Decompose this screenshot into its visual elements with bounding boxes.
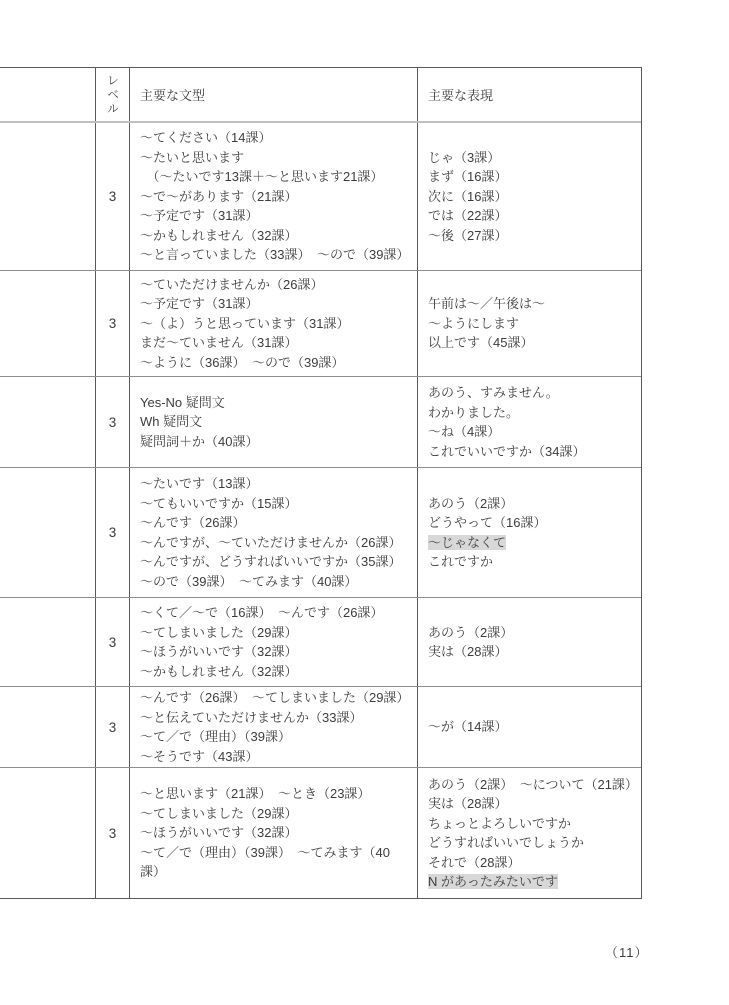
level-value: 3	[108, 525, 117, 540]
text-segment: じゃ（3課）	[428, 149, 501, 165]
text-segment: ～ほうがいいです（32課）	[140, 825, 298, 841]
text-segment: ～てもいいですか（15課）	[140, 495, 298, 511]
text-segment: ～予定です（31課）	[140, 208, 259, 224]
level-value: 3	[108, 825, 117, 841]
expressions-cell	[418, 123, 642, 270]
pattern-line	[140, 245, 410, 265]
expression-line	[428, 775, 638, 795]
pattern-line	[140, 513, 407, 533]
expression-line	[428, 442, 632, 462]
pattern-line	[140, 432, 407, 452]
table-header-row	[0, 68, 641, 123]
patterns-cell	[130, 598, 418, 686]
table-row	[0, 687, 641, 768]
table-row	[0, 377, 641, 468]
header-patterns-label: 主要な文型	[140, 88, 206, 103]
level-value: 3	[108, 414, 117, 430]
pattern-line	[140, 314, 407, 334]
level-value: 3	[108, 634, 117, 650]
expression-line	[428, 552, 632, 572]
text-segment: あのう（2課） ～について（21課）	[428, 776, 638, 792]
text-segment: ～と思います（21課） ～とき（23課）	[140, 786, 371, 802]
table-row	[0, 123, 641, 271]
text-segment: ～くて／～で（16課） ～んです（26課）	[140, 605, 384, 620]
text-segment: 実は（28課）	[428, 644, 508, 659]
text-segment: それで（28課）	[428, 854, 521, 870]
text-segment: 実は（28課）	[428, 796, 508, 811]
row-label-cell	[0, 123, 96, 270]
pattern-line	[140, 412, 407, 432]
pattern-line	[140, 275, 407, 295]
header-expressions-label: 主要な表現	[428, 88, 494, 103]
expression-line	[428, 717, 632, 737]
pattern-line	[140, 784, 407, 804]
expression-line	[428, 853, 632, 873]
text-segment: ～（よ）うと思っています（31課）	[140, 315, 350, 331]
patterns-cell	[130, 123, 418, 270]
text-segment: ～んです（26課）	[140, 515, 246, 530]
text-segment: 以上です（45課）	[428, 335, 534, 351]
text-segment: ～んです（26課） ～てしまいました（29課）	[140, 690, 410, 705]
text-segment: ～が（14課）	[428, 719, 508, 735]
text-segment: ～ていただけませんか（26課）	[140, 276, 324, 292]
header-expressions	[418, 68, 642, 121]
text-segment: わかりました。	[428, 404, 520, 420]
text-segment: ～たいです（13課）	[140, 476, 259, 491]
text-segment: ～ので（39課） ～てみます（40課）	[140, 573, 358, 589]
pattern-line	[140, 148, 407, 168]
expressions-cell	[418, 687, 642, 767]
patterns-cell	[130, 687, 418, 767]
text-segment: あのう（2課）	[428, 624, 514, 640]
text-segment: ～と言っていました（33課） ～ので（39課）	[140, 247, 410, 263]
text-segment: ～で～があります（21課）	[140, 188, 298, 204]
expression-line	[428, 833, 632, 853]
pattern-line	[140, 494, 407, 514]
expression-line	[428, 167, 632, 187]
text-segment: ～たいと思います	[140, 149, 245, 165]
expressions-cell	[418, 377, 642, 467]
text-segment: ～てしまいました（29課）	[140, 805, 298, 821]
pattern-line	[140, 642, 407, 662]
text-segment: （～たいです13課＋～と思います21課）	[140, 169, 384, 185]
table-row	[0, 598, 641, 687]
table-row	[0, 468, 641, 598]
expression-line	[428, 383, 632, 403]
pattern-line	[140, 128, 407, 148]
row-label-cell	[0, 468, 96, 597]
expression-line	[428, 623, 632, 643]
text-segment: ～てください（14課）	[140, 130, 272, 146]
expression-line	[428, 533, 632, 553]
pattern-line	[140, 727, 407, 747]
page-number: （11）	[605, 945, 649, 960]
text-segment: どうすればいいでしょうか	[428, 835, 585, 850]
text-segment: ～て／で（理由）（39課） ～てみます（40課）	[140, 844, 390, 880]
pattern-line	[140, 206, 407, 226]
expression-line	[428, 872, 632, 892]
pattern-line	[140, 333, 407, 353]
level-cell	[96, 598, 130, 686]
grammar-table	[0, 67, 642, 899]
pattern-line	[140, 662, 407, 682]
text-segment: あのう、すみません。	[428, 385, 559, 400]
patterns-cell	[130, 271, 418, 376]
pattern-line	[140, 572, 407, 592]
text-segment: ～と伝えていただけませんか（33課）	[140, 709, 363, 725]
pattern-line	[140, 747, 407, 767]
text-segment: ～ように（36課） ～ので（39課）	[140, 354, 345, 370]
expression-line	[428, 513, 632, 533]
pattern-line	[140, 688, 410, 708]
level-value: 3	[108, 719, 117, 735]
level-cell	[96, 377, 130, 467]
row-label-cell	[0, 377, 96, 467]
text-segment: 疑問詞＋か（40課）	[140, 433, 259, 449]
pattern-line	[140, 187, 407, 207]
level-cell	[96, 123, 130, 270]
expression-line	[428, 403, 632, 423]
text-segment: ～かもしれません（32課）	[140, 227, 298, 243]
pattern-line	[140, 623, 407, 643]
table-row	[0, 271, 641, 377]
level-cell	[96, 271, 130, 376]
patterns-cell	[130, 377, 418, 467]
expressions-cell	[418, 768, 642, 898]
expression-line	[428, 494, 632, 514]
header-patterns	[130, 68, 418, 121]
highlighted-text: N があったみたいです	[428, 874, 558, 889]
pattern-line	[140, 603, 407, 623]
expressions-cell	[418, 468, 642, 597]
pattern-line	[140, 843, 407, 882]
text-segment: ～予定です（31課）	[140, 296, 259, 312]
text-segment: あのう（2課）	[428, 495, 514, 511]
table-body	[0, 123, 641, 898]
text-segment: 次に（16課）	[428, 188, 508, 204]
pattern-line	[140, 708, 407, 728]
pattern-line	[140, 294, 407, 314]
pattern-line	[140, 226, 407, 246]
expression-line	[428, 148, 632, 168]
pattern-line	[140, 353, 407, 373]
text-segment: Yes-No 疑問文	[140, 394, 225, 410]
expressions-cell	[418, 271, 642, 376]
expression-line	[428, 206, 632, 226]
text-segment: これですか	[428, 554, 494, 569]
text-segment: ～てしまいました（29課）	[140, 624, 298, 640]
level-value: 3	[108, 316, 117, 331]
expressions-cell	[418, 598, 642, 686]
pattern-line	[140, 804, 407, 824]
header-level: レベル	[96, 68, 130, 121]
text-segment: どうやって（16課）	[428, 515, 547, 530]
level-cell	[96, 768, 130, 898]
text-segment: 午前は～／午後は～	[428, 296, 546, 312]
expression-line	[428, 314, 632, 334]
expression-line	[428, 794, 632, 814]
text-segment: ～んですが、～ていただけませんか（26課）	[140, 534, 402, 550]
row-label-cell	[0, 598, 96, 686]
level-cell	[96, 468, 130, 597]
expression-line	[428, 422, 632, 442]
pattern-line	[140, 823, 407, 843]
text-segment: ～かもしれません（32課）	[140, 663, 298, 679]
expression-line	[428, 187, 632, 207]
row-label-cell	[0, 271, 96, 376]
text-segment: まだ～ていません（31課）	[140, 335, 298, 351]
text-segment: ～後（27課）	[428, 227, 508, 243]
highlighted-text: ～じゃなくて	[428, 534, 507, 550]
row-label-cell	[0, 768, 96, 898]
row-label-cell	[0, 687, 96, 767]
text-segment: ちょっとよろしいですか	[428, 815, 572, 831]
text-segment: ～そうです（43課）	[140, 748, 259, 764]
text-segment: まず（16課）	[428, 169, 508, 185]
expression-line	[428, 226, 632, 246]
pattern-line	[140, 552, 407, 572]
text-segment: ～て／で（理由）（39課）	[140, 729, 291, 744]
table-row	[0, 768, 641, 898]
level-value: 3	[108, 189, 117, 204]
expression-line	[428, 642, 632, 662]
text-segment: ～ほうがいいです（32課）	[140, 644, 298, 659]
expression-line	[428, 294, 632, 314]
expression-line	[428, 814, 632, 834]
text-segment: では（22課）	[428, 208, 508, 224]
text-segment: ～ようにします	[428, 315, 520, 331]
pattern-line	[140, 533, 407, 553]
text-segment: これでいいですか（34課）	[428, 443, 586, 459]
level-cell	[96, 687, 130, 767]
text-segment: ～ね（4課）	[428, 424, 501, 439]
pattern-line	[140, 474, 407, 494]
pattern-line	[140, 167, 407, 187]
patterns-cell	[130, 468, 418, 597]
header-empty-cell	[0, 68, 96, 121]
expression-line	[428, 333, 632, 353]
text-segment: ～んですが、どうすればいいですか（35課）	[140, 554, 402, 569]
patterns-cell	[130, 768, 418, 898]
pattern-line	[140, 393, 407, 413]
text-segment: Wh 疑問文	[140, 414, 203, 430]
